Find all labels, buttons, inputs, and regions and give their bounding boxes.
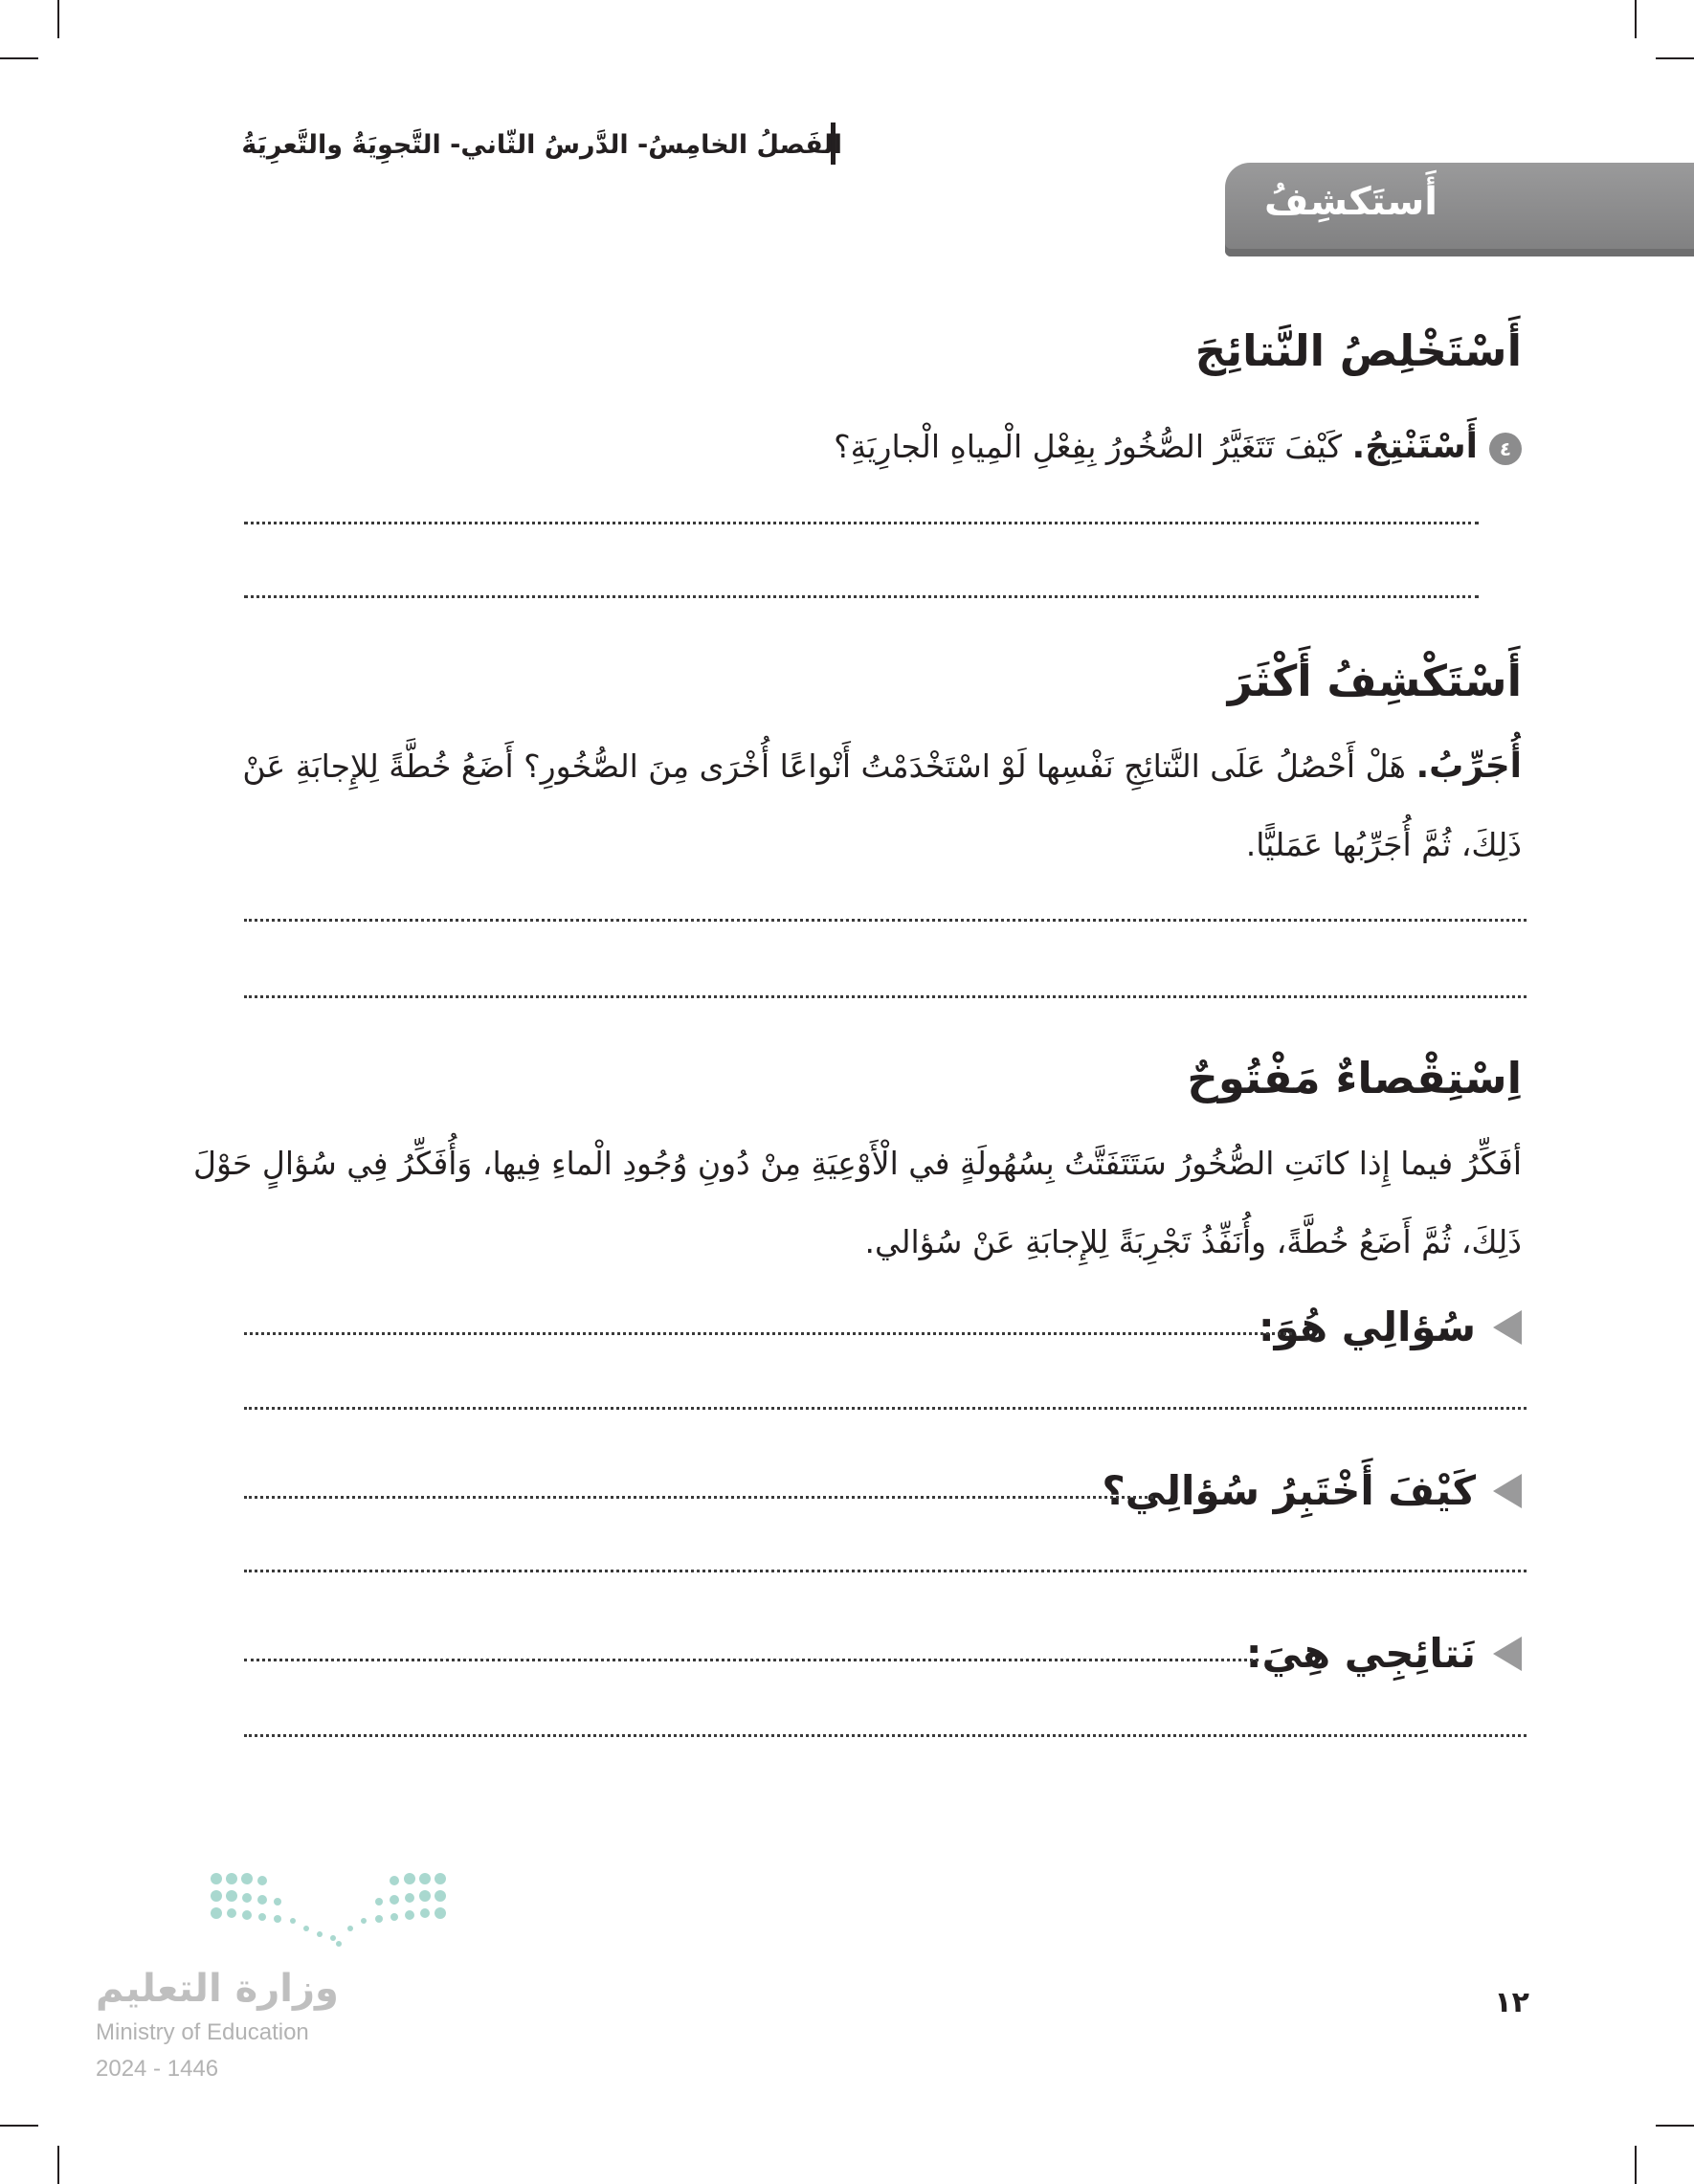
pointer-triangle-icon (1493, 1637, 1522, 1671)
answer-line[interactable] (244, 522, 1479, 524)
crop-mark (57, 0, 59, 38)
prompt-label: كَيْفَ أَخْتَبِرُ سُؤالِي؟ (1102, 1467, 1476, 1514)
prompt-question (1259, 1304, 1522, 1350)
ministry-year: 2024 - 1446 (96, 2056, 219, 2082)
skill-label: أُجَرِّبُ. (1415, 747, 1522, 786)
ministry-logo-icon (211, 1871, 450, 1948)
crop-mark (0, 2125, 38, 2127)
crop-mark (1635, 2146, 1637, 2184)
question-text: كَيْفَ تَتَغَيَّرُ الصُّخُورُ بِفِعْلِ الْمِياهِ الْجارِيَةِ؟ (834, 428, 1343, 465)
answer-line[interactable] (244, 1570, 1527, 1572)
answer-line[interactable] (244, 1659, 1259, 1661)
ministry-name-en: Ministry of Education (96, 2019, 309, 2045)
ministry-name-ar: وزارة التعليم (96, 1967, 339, 2011)
answer-line[interactable] (244, 919, 1527, 922)
answer-line[interactable] (244, 995, 1527, 998)
explore-more-text (182, 727, 1522, 884)
open-inquiry-heading: اِسْتِقْصاءٌ مَفْتُوحٌ (1187, 1053, 1522, 1103)
skill-label: أَسْتَنْتِجُ. (1351, 427, 1478, 466)
pointer-triangle-icon (1493, 1310, 1522, 1345)
pointer-triangle-icon (1493, 1474, 1522, 1508)
prompt-results (1246, 1630, 1522, 1677)
explore-more-body: هَلْ أَحْصُلُ عَلَى النَّتائِجِ نَفْسِها لَوْ اسْتَخْدَمْتُ أَنْواعًا أُخْرَى مِنَ الصُّخُورِ؟ أَضَعُ خُطَّةً لِلإِجابَةِ عَنْ ذَلِكَ، ثُمَّ أُجَرِّبُها عَمَليًّا. (242, 747, 1522, 863)
page-number: ١٢ (1494, 1986, 1529, 2019)
crop-mark (1656, 57, 1694, 59)
running-header: الفَصلُ الخامِسُ- الدَّرسُ الثّاني- التَّجوِيَةُ والتَّعرِيَةُ (241, 130, 842, 160)
section-tab-label: أَستَكشِفُ (1264, 180, 1438, 224)
crop-mark (1635, 0, 1637, 38)
item-number-badge: ٤ (1489, 433, 1522, 465)
conclude-question (182, 408, 1522, 486)
open-inquiry-text: أفَكِّرُ فيما إِذا كانَتِ الصُّخُورُ سَتَتَفَتَّتُ بِسُهُولَةٍ في الْأَوْعِيَةِ مِنْ دُونِ وُجُودِ الْماءِ فِيها، وَأُفَكِّرُ فِي سُؤالٍ حَوْلَ ذَلِكَ، ثُمَّ أَضَعُ خُطَّةً، وأُنَفِّذُ تَجْرِبَةً لِلإِجابَةِ عَنْ سُؤالي. (193, 1145, 1522, 1260)
answer-line[interactable] (244, 1407, 1527, 1410)
answer-line[interactable] (244, 1496, 1153, 1499)
answer-line[interactable] (244, 595, 1479, 598)
crop-mark (1656, 2125, 1694, 2127)
answer-line[interactable] (244, 1332, 1292, 1335)
conclude-heading: أَسْتَخْلِصُ النَّتائِجَ (1194, 325, 1522, 376)
explore-more-heading: أَسْتَكْشِفُ أَكْثَرَ (1227, 656, 1522, 706)
crop-mark (0, 57, 38, 59)
answer-line[interactable] (244, 1734, 1527, 1737)
prompt-label: سُؤالِي هُوَ: (1258, 1304, 1476, 1350)
crop-mark (57, 2146, 59, 2184)
section-tab (1225, 163, 1694, 256)
prompt-label: نَتائِجِي هِيَ: (1245, 1630, 1476, 1677)
prompt-test (1102, 1467, 1522, 1514)
